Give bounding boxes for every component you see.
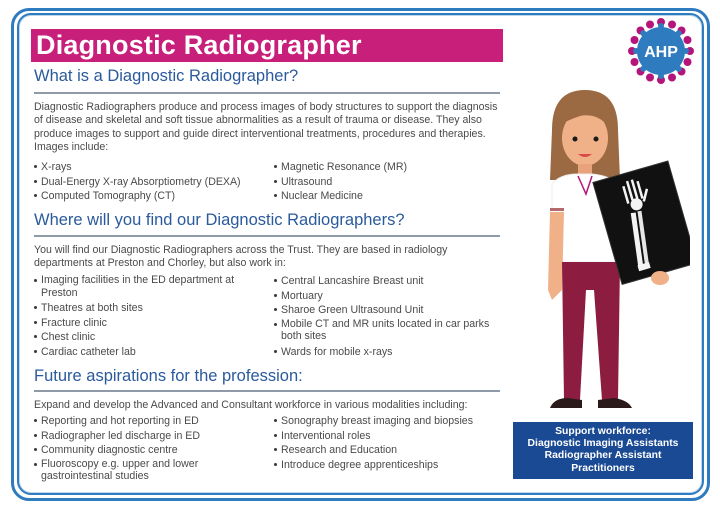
list-item: Radiographer led discharge in ED bbox=[34, 429, 264, 444]
list-item: Magnetic Resonance (MR) bbox=[274, 160, 504, 175]
image-types-list-left bbox=[34, 160, 264, 204]
list-item: X-rays bbox=[34, 160, 264, 175]
list-item: Cardiac catheter lab bbox=[34, 345, 264, 360]
list-item: Fracture clinic bbox=[34, 316, 264, 331]
list-item: Sonography breast imaging and biopsies bbox=[274, 414, 506, 429]
list-item: Nuclear Medicine bbox=[274, 189, 504, 204]
ahp-badge-icon bbox=[626, 16, 696, 86]
support-box-line: Radiographer Assistant bbox=[544, 450, 662, 462]
list-item: Central Lancashire Breast unit bbox=[274, 274, 506, 289]
section-divider bbox=[34, 390, 500, 392]
image-types-list-right bbox=[274, 160, 504, 204]
support-box-line: Diagnostic Imaging Assistants bbox=[527, 438, 679, 450]
support-box-line: Support workforce: bbox=[555, 426, 651, 437]
list-item: Mobile CT and MR units located in car parks both sites bbox=[274, 318, 506, 343]
list-item: Reporting and hot reporting in ED bbox=[34, 414, 264, 429]
locations-list-right bbox=[274, 274, 506, 359]
section-paragraph-what: Diagnostic Radiographers produce and process images of body structures to support the diagnosis of disease and skeletal and soft tissue abnormalities as a result of trauma or disease. They also produce images to support and guide direct interventional treatments, procedures and therapies. Images include: bbox=[34, 101, 498, 153]
list-item: Dual-Energy X-ray Absorptiometry (DEXA) bbox=[34, 175, 264, 190]
ahp-badge-label: AHP bbox=[644, 44, 678, 61]
aspirations-list-left bbox=[34, 414, 264, 485]
list-item: Ultrasound bbox=[274, 175, 504, 190]
list-item: Research and Education bbox=[274, 443, 506, 458]
list-item: Imaging facilities in the ED department at Preston bbox=[34, 274, 264, 299]
page-title: Diagnostic Radiographer bbox=[36, 30, 362, 60]
list-item: Introduce degree apprenticeships bbox=[274, 458, 506, 473]
list-item: Sharoe Green Ultrasound Unit bbox=[274, 303, 506, 318]
list-item: Wards for mobile x-rays bbox=[274, 345, 506, 360]
support-workforce-box bbox=[513, 422, 693, 479]
list-item: Fluoroscopy e.g. upper and lower gastrointestinal studies bbox=[34, 458, 264, 483]
section-heading-where: Where will you find our Diagnostic Radiographers? bbox=[34, 211, 405, 229]
section-paragraph-future: Expand and develop the Advanced and Consultant workforce in various modalities including: bbox=[34, 399, 468, 411]
section-divider bbox=[34, 235, 500, 237]
list-item: Interventional roles bbox=[274, 429, 506, 444]
list-item: Mortuary bbox=[274, 289, 506, 304]
support-box-line: Practitioners bbox=[571, 462, 635, 474]
list-item: Computed Tomography (CT) bbox=[34, 189, 264, 204]
list-item: Theatres at both sites bbox=[34, 301, 264, 316]
list-item: Community diagnostic centre bbox=[34, 443, 264, 458]
aspirations-list-right bbox=[274, 414, 506, 472]
radiographer-illustration bbox=[540, 90, 690, 420]
section-paragraph-where: You will find our Diagnostic Radiographers across the Trust. They are based in radiology departments at Preston and Chorley, but also work in: bbox=[34, 244, 448, 270]
list-item: Chest clinic bbox=[34, 330, 264, 345]
section-divider bbox=[34, 92, 500, 94]
section-heading-future: Future aspirations for the profession: bbox=[34, 367, 303, 385]
locations-list-left bbox=[34, 274, 264, 359]
section-heading-what: What is a Diagnostic Radiographer? bbox=[34, 67, 299, 85]
